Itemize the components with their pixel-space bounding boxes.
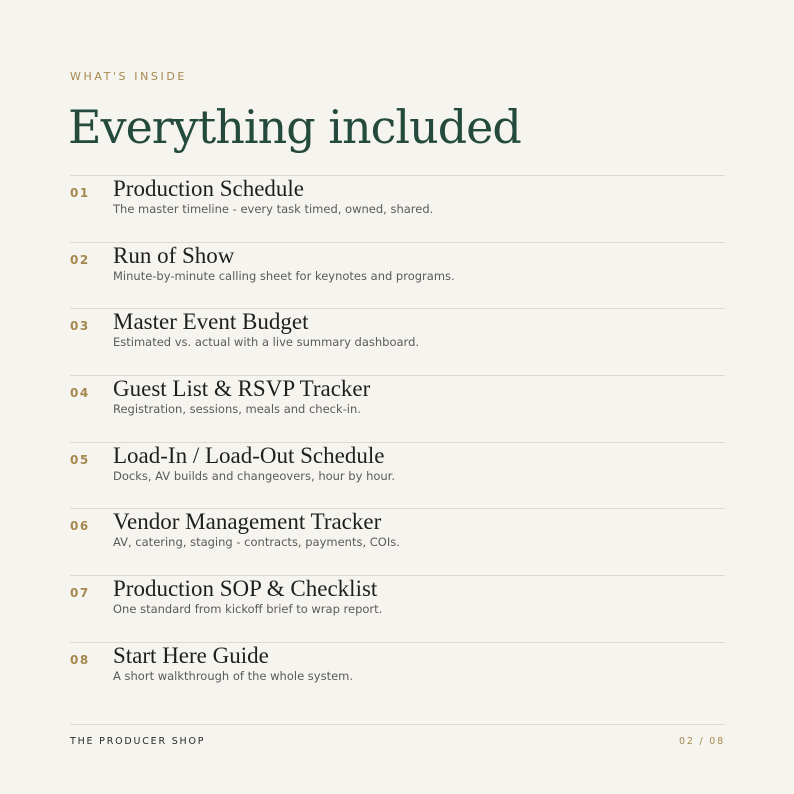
item-description: One standard from kickoff brief to wrap report. <box>113 602 383 617</box>
item-description: Registration, sessions, meals and check-in. <box>113 402 361 417</box>
item-description: Docks, AV builds and changeovers, hour by hour. <box>113 468 396 483</box>
item-name: Start Here Guide <box>113 642 269 668</box>
item-number: 05 <box>70 452 90 467</box>
list-item <box>70 508 725 575</box>
footer-divider <box>70 724 725 725</box>
page-number: 02 / 08 <box>678 736 725 747</box>
list-item <box>70 242 725 309</box>
item-description: AV, catering, staging - contracts, payments, COIs. <box>113 535 400 550</box>
item-number: 03 <box>70 319 90 334</box>
item-number: 06 <box>70 519 90 534</box>
list-item <box>70 308 725 375</box>
contents-list <box>70 175 725 709</box>
brand-name: THE PRODUCER SHOP <box>70 736 206 747</box>
item-description: A short walkthrough of the whole system. <box>113 668 354 683</box>
item-name: Vendor Management Tracker <box>113 509 382 535</box>
item-number: 02 <box>70 252 90 267</box>
item-description: Estimated vs. actual with a live summary dashboard. <box>113 335 420 350</box>
list-item <box>70 642 725 709</box>
item-number: 01 <box>70 186 90 200</box>
item-number: 08 <box>70 652 90 667</box>
list-item <box>70 175 725 242</box>
item-name: Production Schedule <box>113 176 304 201</box>
item-description: Minute-by-minute calling sheet for keynotes and programs. <box>113 268 455 283</box>
item-name: Production SOP & Checklist <box>113 576 378 602</box>
item-number: 04 <box>70 386 90 401</box>
item-name: Load-In / Load-Out Schedule <box>113 442 385 468</box>
item-description: The master timeline - every task timed, owned, shared. <box>113 202 434 216</box>
item-number: 07 <box>70 586 90 601</box>
item-name: Run of Show <box>113 242 235 268</box>
page-title: Everything included <box>68 100 521 154</box>
list-item <box>70 442 725 509</box>
list-item <box>70 375 725 442</box>
list-item <box>70 575 725 642</box>
item-name: Master Event Budget <box>113 309 309 335</box>
section-eyebrow: WHAT'S INSIDE <box>70 70 187 83</box>
item-name: Guest List & RSVP Tracker <box>113 376 371 402</box>
